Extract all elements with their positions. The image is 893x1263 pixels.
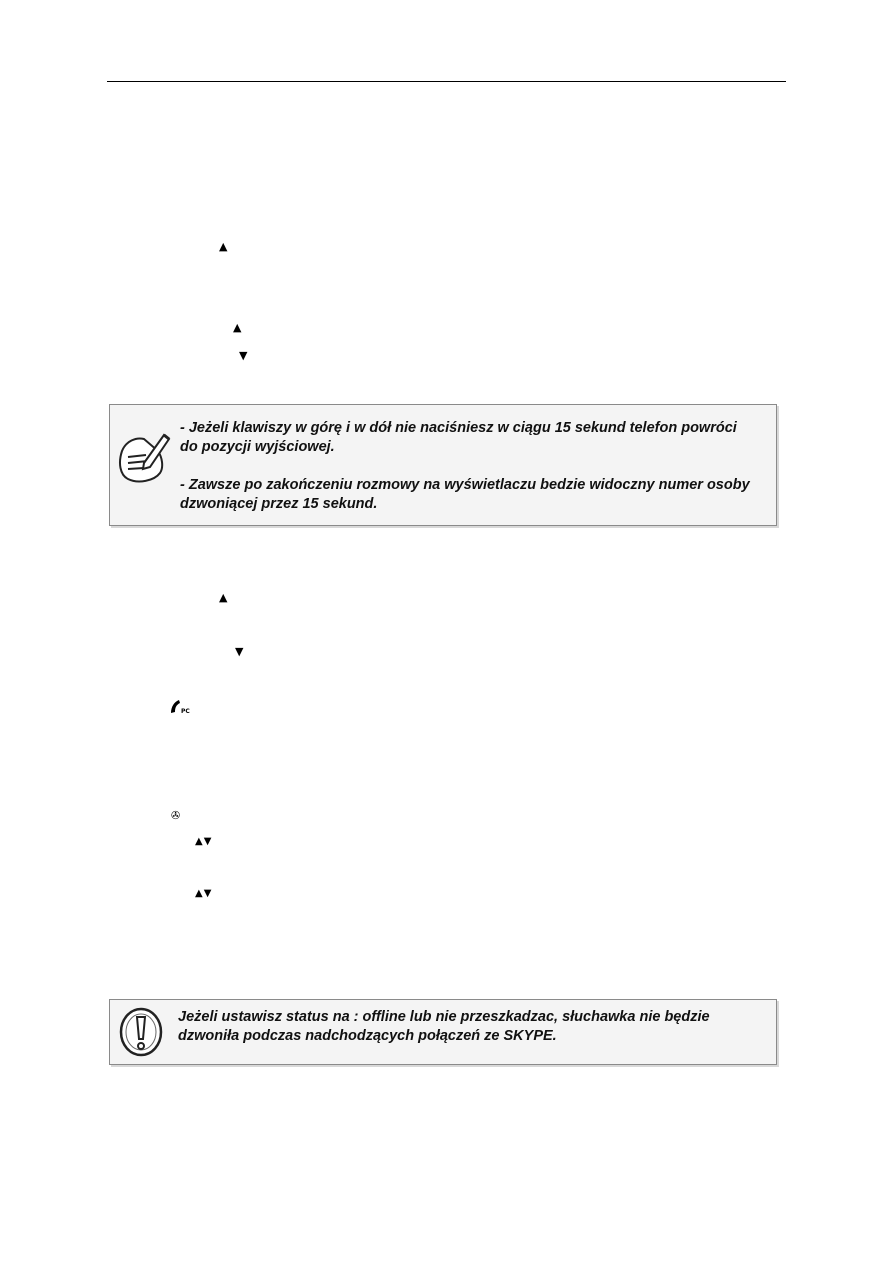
memo-pencil-icon (114, 427, 172, 489)
note-line: - Zawsze po zakończeniu rozmowy na wyświetlaczu bedzie widoczny numer osoby (180, 477, 750, 493)
note-line: - Jeżeli klawiszy w górę i w dół nie naciśniesz w ciągu 15 sekund telefon powróci (180, 420, 737, 436)
up-arrow-icon: ▲ (219, 240, 228, 253)
up-down-arrows-icon: ▲▼ (195, 836, 213, 847)
warning-box (109, 999, 777, 1065)
up-down-arrows-icon: ▲▼ (195, 888, 213, 899)
header-rule (107, 81, 786, 82)
phone-pc-icon (169, 699, 191, 715)
warning-line: dzwoniła podczas nadchodzących połączeń ze SKYPE. (178, 1028, 557, 1044)
warning-line: Jeżeli ustawisz status na : offline lub nie przeszkadzac, słuchawka nie będzie (178, 1009, 710, 1025)
note-line: do pozycji wyjściowej. (180, 439, 335, 455)
up-arrow-icon: ▲ (219, 591, 228, 604)
up-arrow-icon: ▲ (233, 321, 242, 334)
settings-symbol-icon: ✇ (171, 809, 181, 822)
down-arrow-icon: ▼ (239, 349, 248, 362)
note-line: dzwoniącej przez 15 sekund. (180, 496, 378, 512)
pc-label: PC (181, 708, 190, 715)
note-box (109, 404, 777, 526)
exclamation-icon (118, 1007, 164, 1057)
down-arrow-icon: ▼ (235, 645, 244, 658)
